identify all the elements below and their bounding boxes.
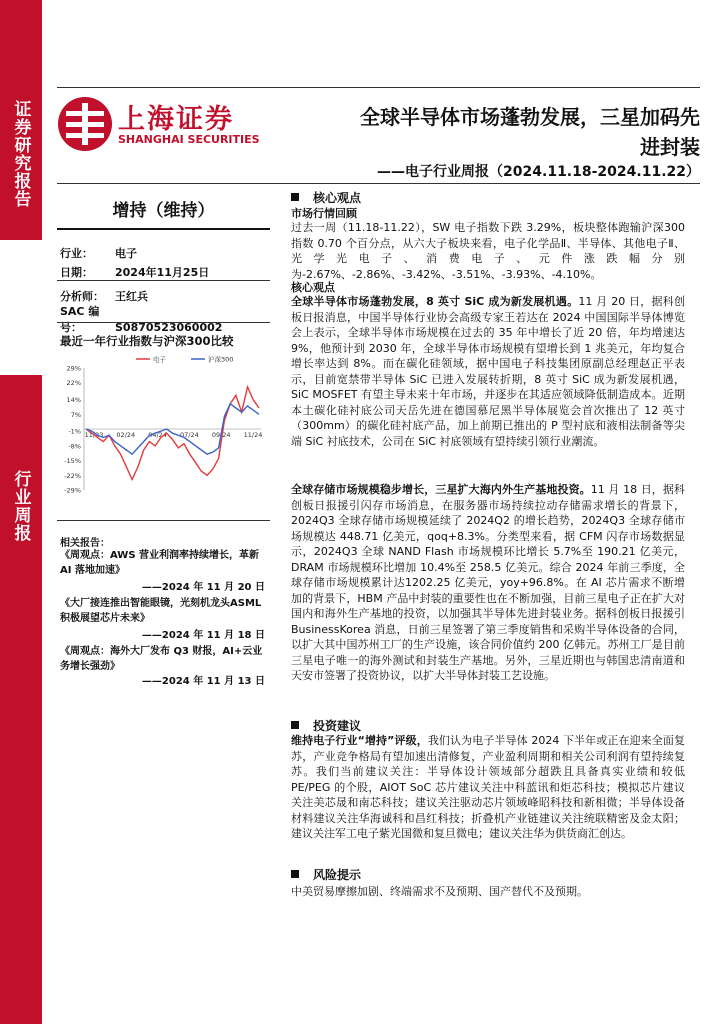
chart-y-tick-label: -1%: [68, 427, 81, 436]
chart-x-tick-label: 04/24: [148, 431, 167, 439]
analyst-divider: [57, 322, 270, 323]
sidebar-label-research: 证券研究报告: [10, 100, 31, 208]
meta-divider: [57, 280, 270, 281]
analyst-row: [60, 288, 148, 304]
chart-x-tick-label: 09/24: [211, 431, 231, 439]
related-report-2-date: ——2024 年 11 月 18 日: [141, 630, 265, 641]
sidebar: [0, 0, 42, 1024]
report-title: [290, 102, 700, 162]
core-section-heading: 核心观点: [291, 189, 361, 206]
paragraph-storage: [291, 482, 685, 684]
chart-y-tick-label: 22%: [66, 379, 81, 388]
chart-y-tick-label: 14%: [66, 396, 81, 405]
related-report-3-date: ——2024 年 11 月 13 日: [141, 676, 265, 687]
date-value: 2024年11月25日: [115, 266, 210, 279]
header-divider: [57, 183, 700, 184]
paragraph-storage-lead: 全球存储市场规模稳步增长，三星扩大海内外生产基地投资。: [291, 483, 591, 496]
related-report-3: 《周观点：海外大厂发布 Q3 财报，AI+云业务增长强劲》: [60, 646, 263, 672]
paragraph-sic-lead: 全球半导体市场蓬勃发展，8 英寸 SiC 成为新发展机遇。: [291, 295, 579, 308]
logo-emblem-icon: [56, 95, 114, 153]
chart-y-tick-label: -29%: [64, 486, 81, 495]
sidebar-white-gap: [0, 240, 42, 375]
report-subtitle: ——电子行业周报（2024.11.18-2024.11.22）: [377, 164, 700, 180]
sidebar-label-weekly: 行业周报: [10, 470, 31, 542]
paragraph-invest: [291, 733, 685, 842]
paragraph-invest-body: 我们认为电子半导体 2024 下半年或正在迎来全面复苏，产业竞争格局有望加速出清修复，产业盈利周期和相关公司利润有望持续复苏。我们当前建议关注：半导体设计领域部分超跌且具备真实业绩和较低 PE/PEG 的个股，AIOT SoC 芯片建议关注中科蓝讯和炬芯科技；模拟芯片建议关注美芯晟和南芯科技；建议关注驱动芯片领域峰昭科技和新相微；半导体设备材料建议关注华海诚科和昌红科技；折叠机产业链建议关注统联精密及金太阳；建议关注军工电子紫光国微和复旦微电；建议关注华为供货商汇创达。: [291, 734, 685, 840]
market-review-text: 过去一周（11.18-11.22），SW 电子指数下跌 3.29%，板块整体跑输沪深300 指数 0.70 个百分点，从六大子板块来看，电子化学品Ⅱ、半导体、其他电子Ⅱ、光学光电子、消费电子、元件涨跌幅分别为-2.67%、-2.86%、-3.42%、-3.51%、-3.93%、-4.10%。: [291, 221, 685, 281]
related-report-1: 《周观点：AWS 营业利润率持续增长，革新 AI 落地加速》: [60, 550, 260, 576]
chart-y-tick-label: -15%: [64, 457, 81, 466]
related-reports-title: 相关报告：: [60, 538, 110, 549]
logo-text-en: SHANGHAI SECURITIES: [118, 133, 260, 146]
bullet-square-icon: [291, 721, 299, 729]
industry-label: 行业：: [60, 247, 93, 260]
chart-x-tick-label: 11/24: [243, 431, 263, 439]
sac-label: SAC 编号：: [60, 305, 100, 334]
rating-label: 增持（维持）: [112, 201, 215, 221]
logo-text-cn: 上海证券: [118, 104, 234, 135]
related-report-2: 《大厂接连推出智能眼镜，光刻机龙头ASML 积极展望芯片未来》: [60, 598, 262, 624]
analyst-label: 分析师：: [60, 290, 104, 303]
date-row: [60, 264, 209, 280]
paragraph-storage-body: 11 月 18 日，据科创板日报援引闪存市场消息，在服务器市场持续拉动存储需求增长的背景下，2024Q3 全球存储市场规模延续了 2024Q2 的增长趋势，2024Q3 全球存储市场规模达 448.71 亿美元，qoq+8.3%。分类型来看，据 CFM 闪存市场数据显示，2024Q3 全球 NAND Flash 市场规模环比增长 5.7%至 190.21 亿美元，DRAM 市场规模环比增加 10.4%至 258.5 亿美元。综合 2024 年前三季度，全球存储市场规模累计达1202.25 亿美元，yoy+96.8%。在 AI 芯片需求不断增加的背景下，HBM 产品中封装的重要性也在不断加强，目前三星电子正在扩大对国内和海外生产基地的投资，以加强其半导体先进封装业务。据科创板日报援引 BusinessKorea 消息，日前三星签署了第三季度销售和采购半导体设备的合同，以扩大其中国苏州工厂的生产设施，该合同价值约 200 亿韩元。苏州工厂是目前三星电子唯一的海外测试和封装生产基地。另外，三星近期也与韩国忠清南道和天安市签署了投资协议，以扩大半导体封装工艺设施。: [291, 483, 686, 682]
top-divider: [57, 87, 700, 88]
bullet-square-icon: [291, 870, 299, 878]
paragraph-sic-body: 11 月 20 日，据科创板日报消息，中国半导体行业协会高级专家王若达在 2024 中国国际半导体博览会上表示，全球半导体市场规模在过去的 35 年中增长了近 20 倍，年均增速达 9%，他预计到 2030 年，全球半导体市场规模有望增长到 1 兆美元，年均复合增长率达到 8%。而在碳化硅领域，据中国电子科技集团原副总经理赵正平表示，目前宽禁带半导体 SiC 已进入发展转折期，8 英寸 SiC 成为新发展机遇，SiC MOSFET 有望主导未来十年市场，并逐步在其适应领域降低制造成本。近期本土碳化硅衬底公司天岳先进在德国慕尼黑半导体展览会首次推出了 12 英寸（300mm）的碳化硅衬底产品，加上前期已推出的 P 型衬底和液相法制备等尖端 SiC 衬底技术，公司在 SiC 衬底领域有望持续引领行业潮流。: [291, 295, 685, 448]
chart-y-tick-label: 29%: [66, 364, 81, 373]
industry-row: [60, 245, 137, 261]
date-label: 日期：: [60, 266, 93, 279]
report-title-line2: 进封装: [640, 135, 700, 159]
paragraph-invest-lead: 维持电子行业“增持”评级，: [291, 734, 428, 747]
industry-value: 电子: [115, 247, 137, 260]
report-title-line1: 全球半导体市场蓬勃发展，三星加码先: [360, 105, 700, 129]
paragraph-sic: [291, 294, 685, 449]
chart-legend-label: 沪深300: [208, 355, 234, 364]
bullet-square-icon: [291, 193, 299, 201]
chart-y-tick-label: -22%: [64, 471, 81, 480]
chart-y-tick-label: -8%: [68, 442, 81, 451]
index-comparison-chart: [56, 350, 268, 500]
chart-legend-label: 电子: [153, 355, 166, 364]
analyst-value: 王红兵: [115, 290, 148, 303]
rating-divider: [57, 228, 270, 230]
chart-x-tick-label: 11/23: [84, 431, 104, 439]
chart-title: 最近一年行业指数与沪深300比较: [60, 334, 234, 348]
invest-section-heading: 投资建议: [291, 717, 361, 734]
chart-y-tick-label: 7%: [70, 410, 81, 419]
sac-value: S0870523060002: [115, 321, 223, 334]
risk-text: 中美贸易摩擦加剧、终端需求不及预期、国产替代不及预期。: [291, 885, 588, 898]
company-logo: [56, 95, 266, 155]
sac-row: [60, 303, 222, 335]
core-view-heading: 核心观点: [291, 281, 335, 294]
market-review-heading: 市场行情回顾: [291, 207, 357, 220]
related-report-1-date: ——2024 年 11 月 20 日: [141, 582, 265, 593]
chart-x-tick-label: 02/24: [116, 431, 136, 439]
chart-x-tick-label: 07/24: [180, 431, 199, 439]
risk-section-heading: 风险提示: [291, 866, 361, 883]
chart-divider: [57, 520, 270, 521]
